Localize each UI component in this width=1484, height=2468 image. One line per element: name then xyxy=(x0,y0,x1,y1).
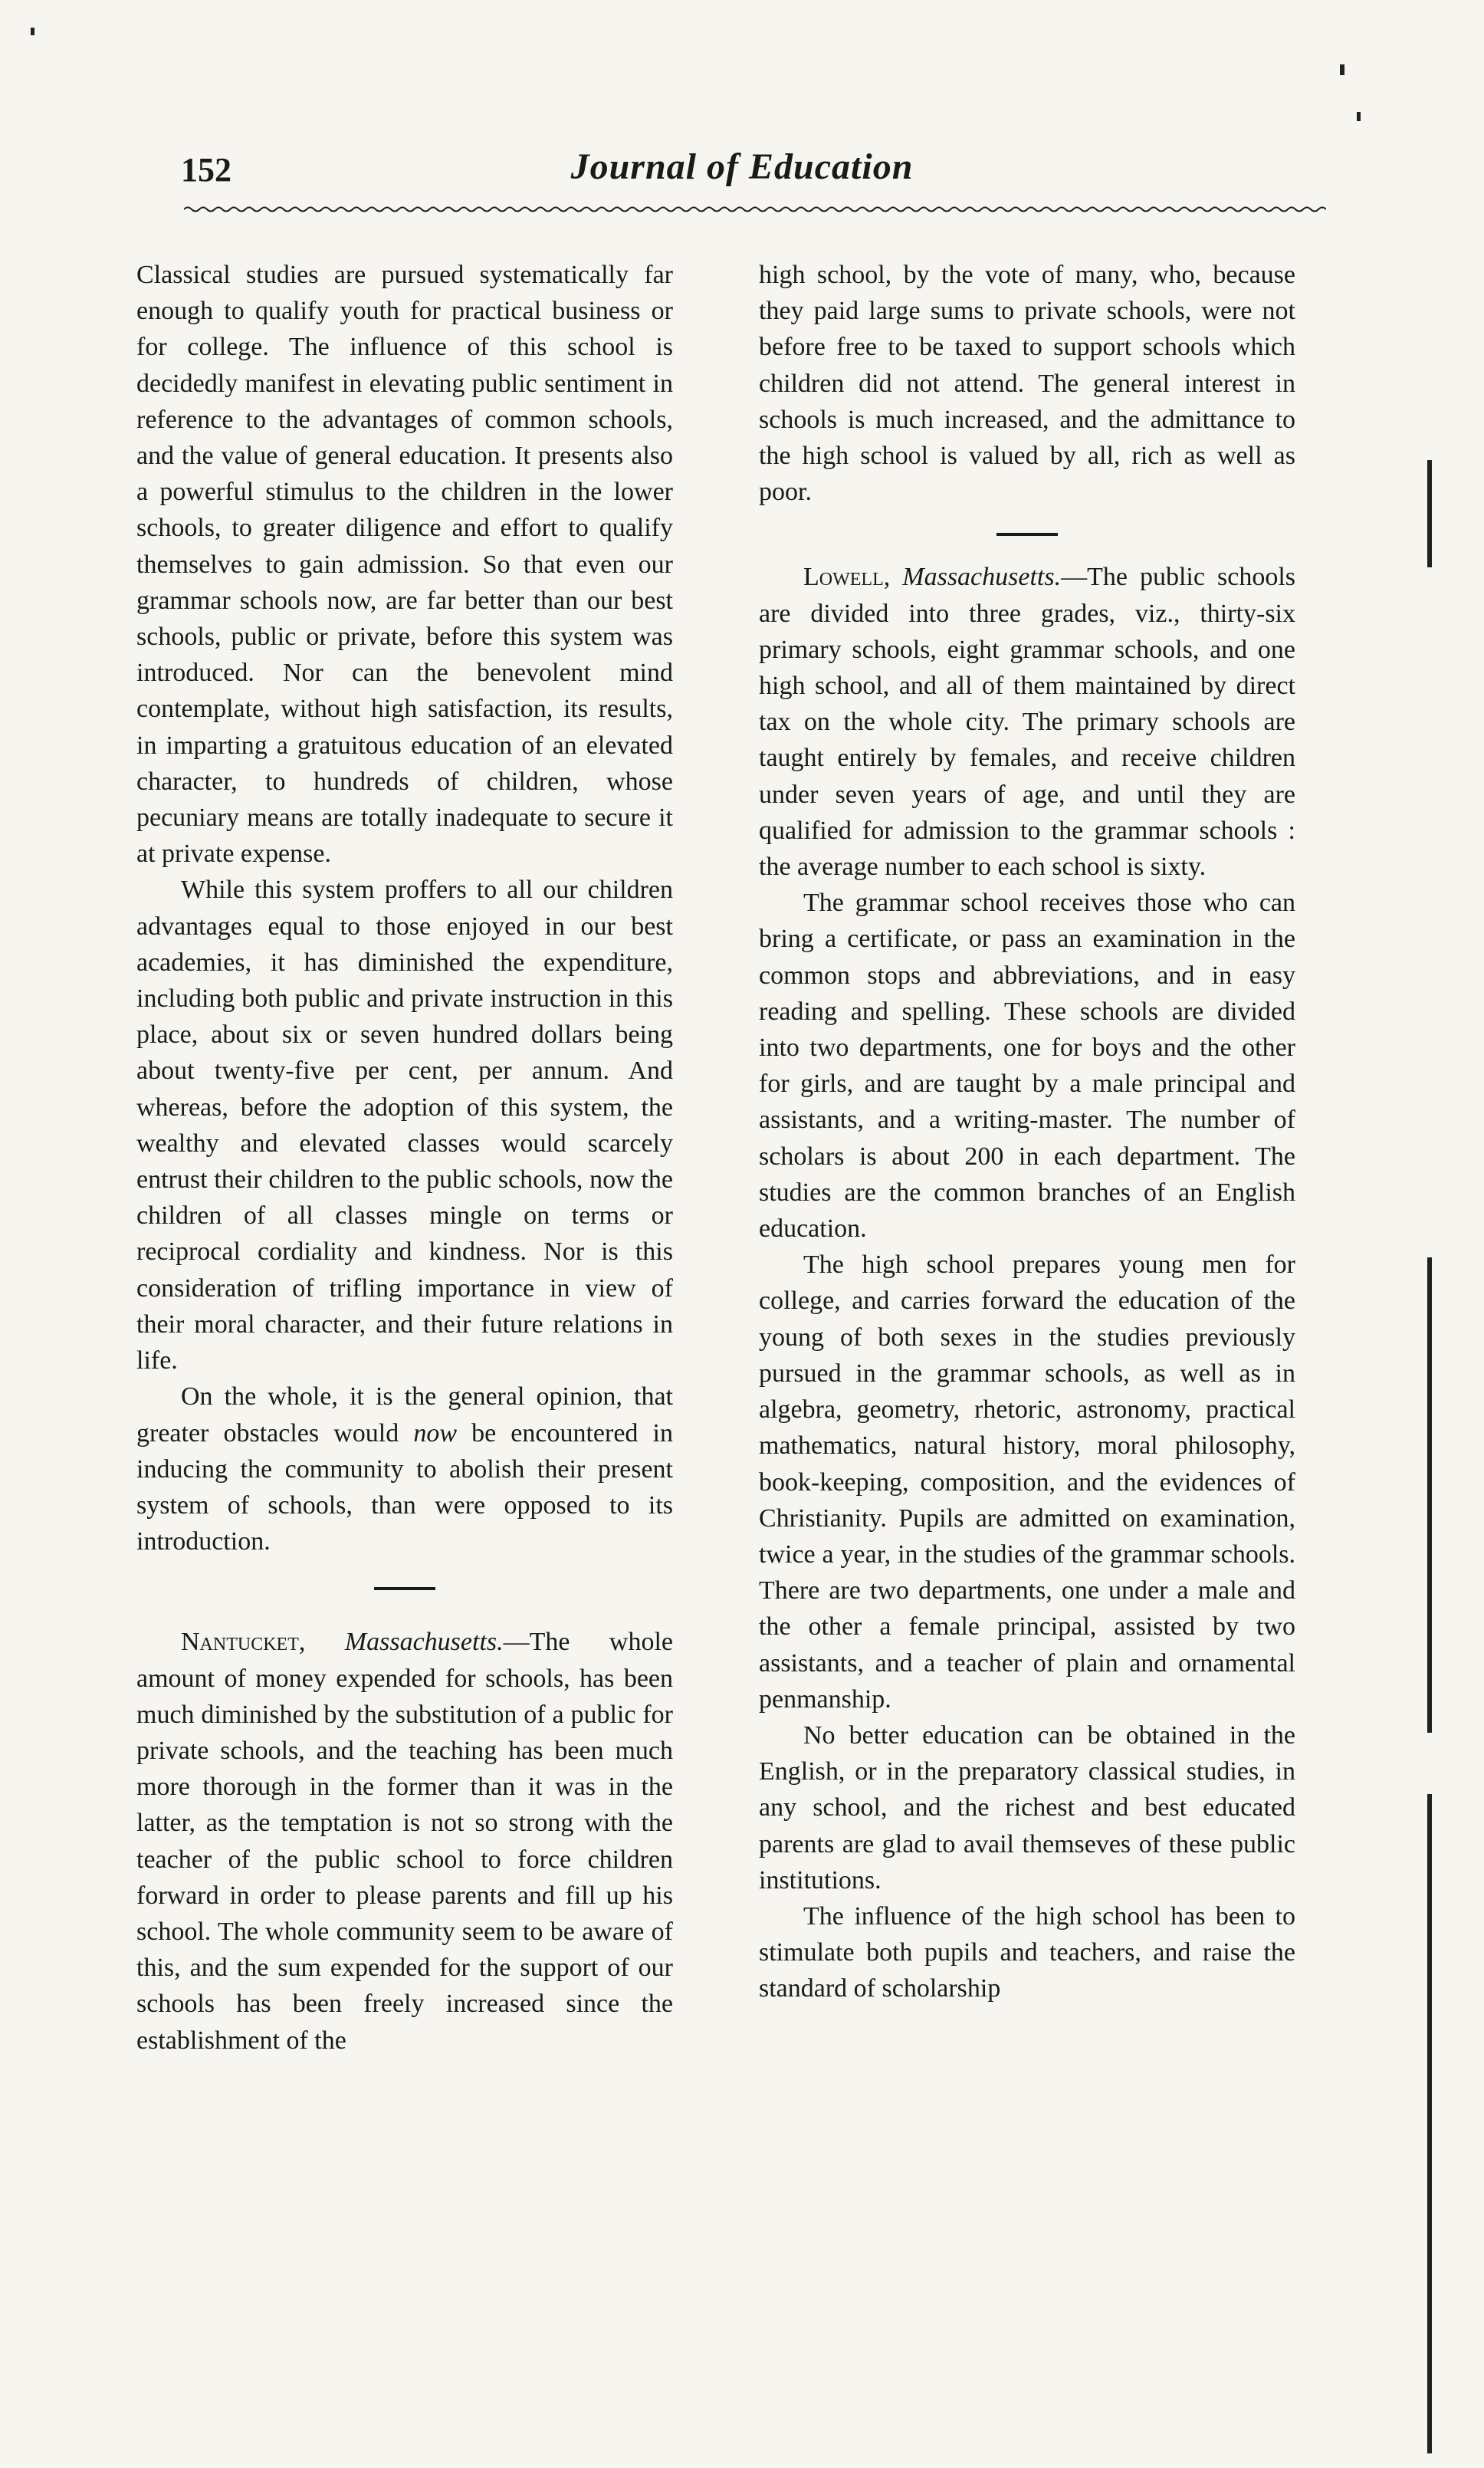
header-wavy-rule xyxy=(184,205,1326,213)
paragraph-text: On the whole, it is the general opinion, that greater obstacles would xyxy=(136,1382,673,1448)
paragraph-text: —The whole amount of money expended for schools, has been much diminished by the substitution of a public for private schools, and the teaching has been much more thorough in the former than it was in the latter, as the temptation is not so strong with the teacher of the public school to force children forward in order to please parents and fill up his school. The whole community seem to be aware of this, and the sum expended for the support of our schools has been freely increased since the establishment of the xyxy=(136,1628,673,2055)
scan-speck xyxy=(1340,64,1344,75)
place-name: Nantucket, xyxy=(181,1628,306,1657)
paragraph-text: —The public schools are divided into three grades, viz., thirty-six primary schools, eight grammar schools, and one high school, and all of them maintained by direct tax on the whole city. The primary schools are taught entirely by females, and receive children under seven years of age, and until they are qualified for admission to the grammar schools : the average number to each school is sixty. xyxy=(759,563,1295,882)
page-edge-shadow xyxy=(1427,1257,1432,1733)
paragraph: The grammar school receives those who can bring a certificate, or pass an examination in the common stops and abbreviations, and in easy reading and spelling. These schools are divided into two departments, one for boys and the other for girls, and are taught by a male principal and assistants, and a writing-master. The number of scholars is about 200 in each department. The studies are the common branches of an English education. xyxy=(759,889,1295,1244)
emphasis: now xyxy=(413,1418,457,1448)
paragraph: Classical studies are pursued systematically far enough to qualify youth for practical business or for college. The influence of this school is decidedly manifest in elevating public sentiment in reference to the advantages of common schools, and the value of general education. It presents also a powerful stimulus to the children in the lower schools, to greater diligence and effort to qualify themselves to gain admission. So that even our grammar schools now, are far better than our best schools, public or private, before this system was introduced. Nor can the benevolent mind contemplate, without high satisfaction, its results, in imparting a gratuitous education of an elevated character, to hundreds of children, whose pecuniary means are totally inadequate to secure it at private expense. xyxy=(136,261,673,869)
left-column xyxy=(136,257,673,2059)
paragraph: While this system proffers to all our children advantages equal to those enjoyed in our best academies, it has diminished the expenditure, including both public and private instruction in this place, about six or seven hundred dollars being about twenty-five per cent, per annum. And whereas, before the adoption of this system, the wealthy and elevated classes would scarcely entrust their children to the public schools, now the children of all classes mingle on terms or reciprocal cordiality and kindness. Nor is this consideration of trifling importance in view of their moral character, and their future relations in life. xyxy=(136,876,673,1375)
scan-speck xyxy=(1357,112,1361,121)
paragraph: No better education can be obtained in the English, or in the preparatory classical studies, in any school, and the richest and best educated parents are glad to avail themseves of these public institutions. xyxy=(759,1720,1295,1895)
state-name: Massachusetts. xyxy=(902,563,1062,592)
paragraph: The high school prepares young men for college, and carries forward the education of the young of both sexes in the studies previously pursued in the grammar schools, as well as in algebra, geometry, rhetoric, astronomy, practical mathematics, natural history, moral philosophy, book-keeping, composition, and the evidences of Christianity. Pupils are admitted on examination, twice a year, in the studies of the grammar schools. There are two departments, one under a male and the other a female principal, assisted by two assistants, and a teacher of plain and ornamental penmanship. xyxy=(759,1250,1295,1714)
lowell-paragraph xyxy=(759,559,1295,885)
section-divider xyxy=(996,533,1058,536)
state-name: Massachusetts. xyxy=(344,1628,504,1657)
section-divider xyxy=(374,1587,435,1590)
paragraph: high school, by the vote of many, who, because they paid large sums to private schools, were not before free to be taxed to support schools which children did not attend. The general interest in schools is much increased, and the admittance to the high school is valued by all, rich as well as poor. xyxy=(759,261,1295,507)
page-edge-shadow xyxy=(1427,460,1432,567)
page-number: 152 xyxy=(181,151,231,189)
place-name: Lowell, xyxy=(803,563,891,592)
right-column xyxy=(759,257,1295,2007)
paragraph xyxy=(136,1379,673,1559)
paragraph: The influence of the high school has been to stimulate both pupils and teachers, and raise the standard of scholarship xyxy=(759,1901,1295,2003)
page-edge-shadow xyxy=(1427,1794,1432,2453)
scan-speck xyxy=(31,28,34,35)
paragraph-text: be encountered in inducing the community to abolish their present system of schools, than were opposed to its introduction. xyxy=(136,1418,673,1556)
nantucket-paragraph xyxy=(136,1624,673,2058)
running-title: Journal of Education xyxy=(570,146,914,187)
